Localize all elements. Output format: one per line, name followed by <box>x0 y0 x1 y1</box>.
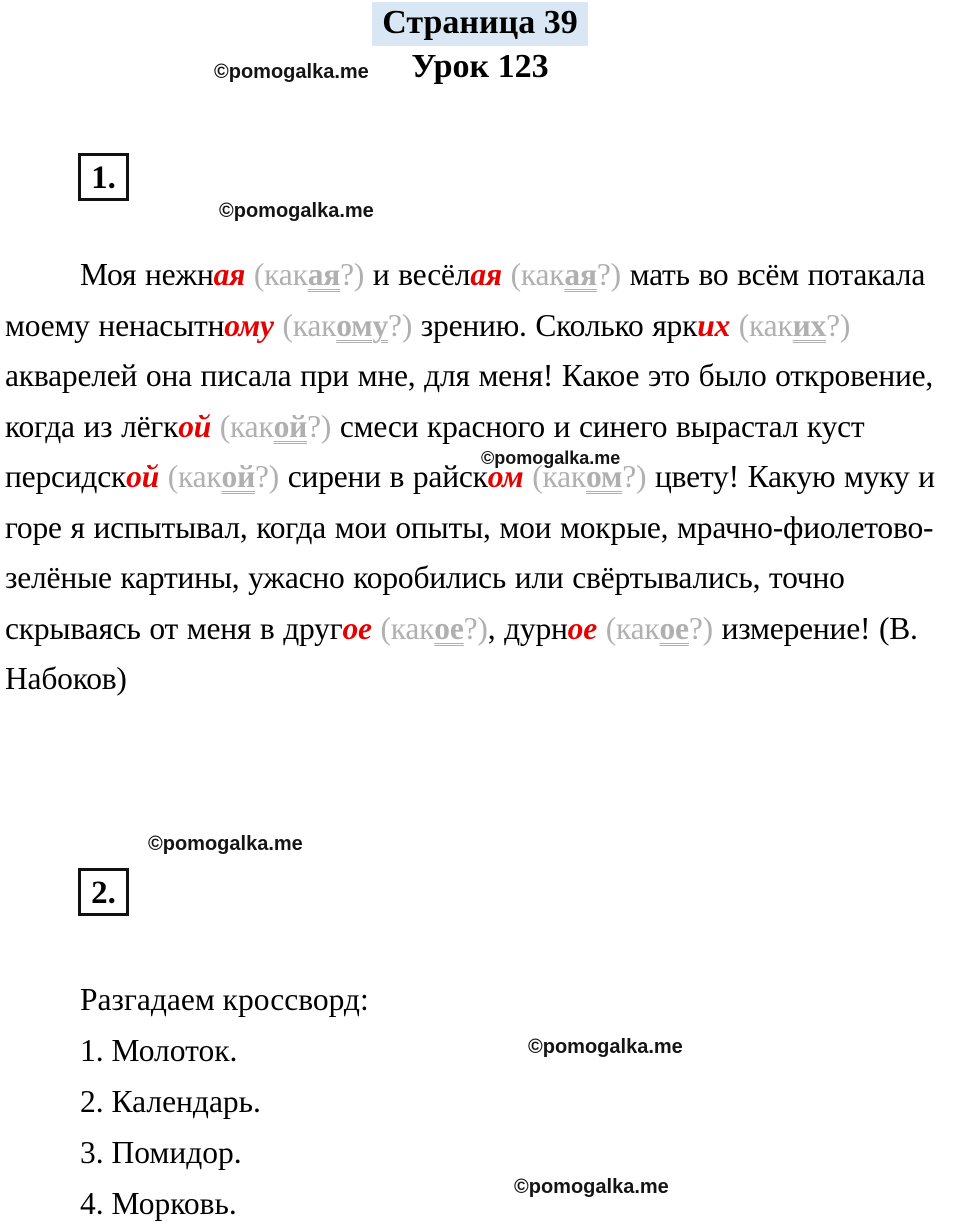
question-hint: ?) <box>340 257 365 292</box>
adjective-ending: ое <box>567 610 597 646</box>
question-hint: (как <box>219 408 274 444</box>
question-hint-ending: ая <box>307 257 341 292</box>
adjective-ending: ом <box>487 459 524 494</box>
question-hint-ending: ому <box>336 307 389 343</box>
question-hint: (как <box>510 257 565 292</box>
question-hint: (как <box>738 307 793 343</box>
watermark: ©pomogalka.me <box>219 200 374 222</box>
question-hint-ending: ая <box>564 257 597 292</box>
question-hint: ?) <box>596 257 621 292</box>
question-hint: ?) <box>826 307 851 343</box>
question-hint-ending: ое <box>434 610 464 646</box>
text-run <box>597 611 606 646</box>
text-run: цвету! Какую муку и горе я испытывал, когда мои опыты, мои мокрые, мрачно-фиолетово-зелёные картины, ужасно коробились или свёртывались, точно скрываясь от меня в друг <box>5 459 935 646</box>
question-hint: (как <box>380 610 435 646</box>
question-hint: (как <box>167 459 222 494</box>
watermark: ©pomogalka.me <box>481 448 621 468</box>
crossword-answer-item: 3. Помидор. <box>80 1135 242 1170</box>
watermark: ©pomogalka.me <box>514 1176 669 1198</box>
adjective-ending: ое <box>342 610 372 646</box>
adjective-ending: ая <box>470 257 502 292</box>
watermark: ©pomogalka.me <box>528 1036 683 1058</box>
question-hint: ?) <box>388 307 413 343</box>
question-hint: (как <box>282 307 337 343</box>
question-hint: ?) <box>307 408 332 444</box>
text-run: мать во всём потакала моему ненасытн <box>5 257 926 343</box>
task-2-badge: 2. <box>78 868 129 916</box>
text-run: смеси красного и синего вырастал куст персидск <box>5 408 865 494</box>
adjective-ending: ой <box>178 408 212 444</box>
crossword-section <box>80 974 369 1225</box>
text-run <box>211 409 220 444</box>
question-hint: (как <box>605 610 660 646</box>
question-hint: ?) <box>622 459 647 494</box>
text-run: , дурн <box>487 610 568 646</box>
task-1-badge: 1. <box>78 153 129 201</box>
text-run <box>245 257 254 292</box>
lesson-title: Урок 123 <box>411 48 549 85</box>
text-run: сирени в райск <box>279 459 488 494</box>
crossword-answer-item: 1. Молоток. <box>80 1033 238 1068</box>
question-hint-ending: ой <box>273 408 308 444</box>
question-hint-ending: ое <box>659 610 689 646</box>
adjective-ending: ая <box>213 257 246 292</box>
watermark: ©pomogalka.me <box>148 833 303 855</box>
text-run: акварелей она писала при мне, для меня! Какое это было откровение, когда из лёгк <box>5 358 934 444</box>
text-run <box>730 308 739 343</box>
crossword-list <box>80 1025 369 1225</box>
crossword-answer-item: 2. Календарь. <box>80 1084 261 1119</box>
crossword-answer-item: 4. Морковь. <box>80 1186 237 1221</box>
page-title: Страница 39 <box>372 2 587 46</box>
question-hint-ending: их <box>792 307 827 343</box>
question-hint: ?) <box>255 459 280 494</box>
question-hint: (как <box>532 459 586 494</box>
adjective-ending: их <box>697 307 731 343</box>
adjective-ending: ому <box>224 307 274 343</box>
question-hint: ?) <box>688 610 713 646</box>
text-run: Моя нежн <box>80 257 214 292</box>
crossword-intro: Разгадаем кроссворд: <box>80 982 369 1017</box>
text-run: и весёл <box>364 257 471 292</box>
adjective-ending: ой <box>126 459 160 494</box>
text-run <box>159 459 168 494</box>
text-run <box>502 257 511 292</box>
watermark: ©pomogalka.me <box>214 61 369 83</box>
question-hint: (как <box>253 257 308 292</box>
text-run: измерение! (В. Набоков) <box>5 610 918 696</box>
question-hint: ?) <box>463 610 488 646</box>
exercise-1-text <box>5 250 955 705</box>
question-hint-ending: ой <box>221 459 256 494</box>
question-hint-ending: ом <box>586 459 623 494</box>
header <box>0 2 960 46</box>
text-run: зрению. Сколько ярк <box>412 307 698 343</box>
